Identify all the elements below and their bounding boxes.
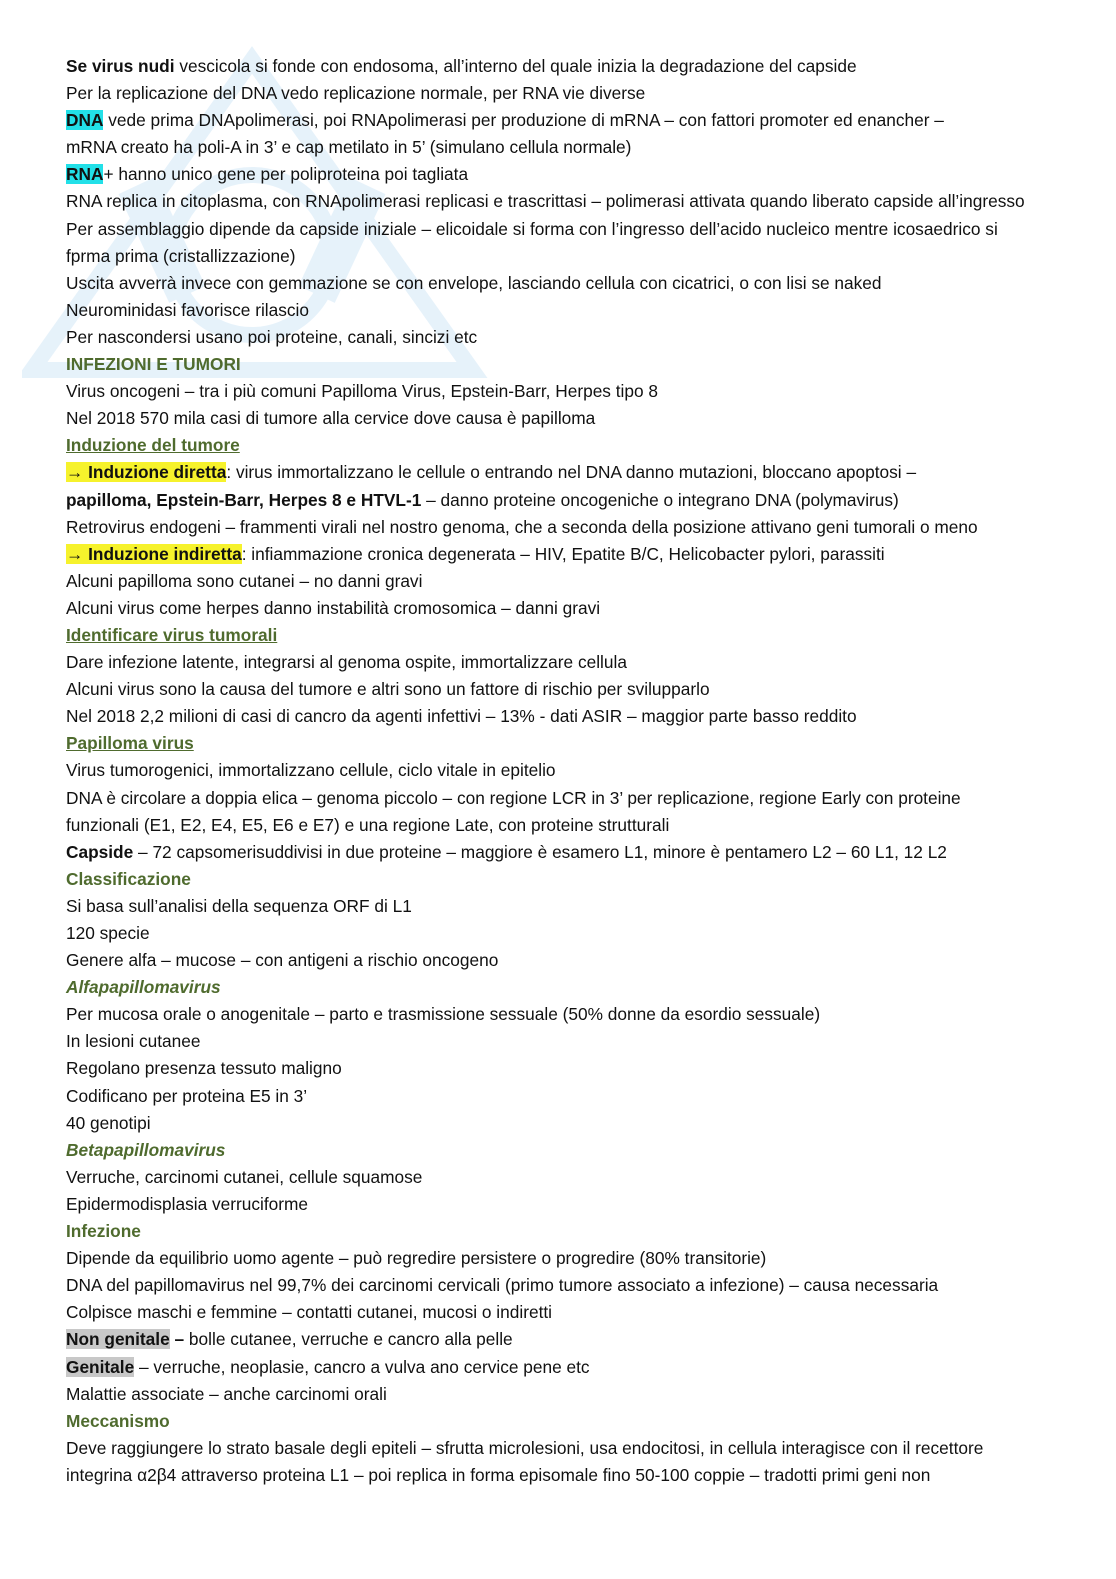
text-line: Malattie associate – anche carcinomi orali [66,1383,387,1404]
bold-term: Se virus nudi [66,56,175,76]
text-line: → Induzione indiretta: infiammazione cronica degenerata – HIV, Epatite B/C, Helicobacter pylori, parassiti [66,543,885,564]
text-line: 120 specie [66,923,150,943]
text-line: Colpisce maschi e femmine – contatti cutanei, mucosi o indiretti [66,1302,553,1323]
highlight-induzione-indiretta: → Induzione indiretta [66,543,242,564]
text-line: DNA del papillomavirus nel 99,7% dei carcinomi cervicali (primo tumore associato a infezione) – causa necessaria [66,1275,939,1296]
text-line: Dare infezione latente, integrarsi al genoma ospite, immortalizzare cellula [66,652,627,673]
section-heading: Meccanismo [66,1410,170,1431]
text-line: Alcuni virus come herpes danno instabilità cromosomica – danni gravi [66,597,601,618]
text-line: Codificano per proteina E5 in 3’ [66,1085,308,1106]
section-heading: Classificazione [66,868,191,889]
text-line: papilloma, Epstein-Barr, Herpes 8 e HTVL-1 – danno proteine oncogeniche o integrano DNA (polymavirus) [66,489,899,510]
section-heading: Infezione [66,1221,141,1242]
text-line: Regolano presenza tessuto maligno [66,1058,342,1079]
highlight-non-genitale: Non genitale [66,1329,170,1350]
text-line: mRNA creato ha poli-A in 3’ e cap metilato in 5’ (simulano cellula normale) [66,137,632,158]
subsection-heading: Induzione del tumore [66,435,240,456]
section-heading: Alfapapillomavirus [66,977,221,998]
text-line: Nel 2018 2,2 milioni di casi di cancro da agenti infettivi – 13% - dati ASIR – maggior parte basso reddito [66,706,857,727]
text-line: integrina α2β4 attraverso proteina L1 – poi replica in forma episomale fino 50-100 coppie – tradotti primi geni non [66,1464,931,1485]
text-line: Non genitale – bolle cutanee, verruche e cancro alla pelle [66,1329,513,1350]
text-line: Virus tumorogenici, immortalizzano cellule, ciclo vitale in epitelio [66,760,556,781]
highlight-rna: RNA [66,164,104,185]
subsection-heading: Papilloma virus [66,733,194,754]
section-heading: INFEZIONI E TUMORI [66,354,241,375]
text-line: RNA replica in citoplasma, con RNApolimerasi replicasi e trascrittasi – polimerasi attivata quando liberato capside all’ingresso [66,191,1025,212]
bold-term: Capside [66,841,134,862]
text-line: Genitale – verruche, neoplasie, cancro a vulva ano cervice pene etc [66,1356,590,1377]
document-body [66,53,1112,1489]
text-line: funzionali (E1, E2, E4, E5, E6 e E7) e una regione Late, con proteine strutturali [66,814,670,835]
text-line: Deve raggiungere lo strato basale degli epiteli – sfrutta microlesioni, usa endocitosi, in cellula interagisce con il recettore [66,1437,984,1458]
text-line: RNA+ hanno unico gene per poliproteina poi tagliata [66,164,469,185]
text-line: Si basa sull’analisi della sequenza ORF di L1 [66,895,412,916]
text-line: Per assemblaggio dipende da capside iniziale – elicoidale si forma con l’ingresso dell’acido nucleico mentre icosaedrico si [66,218,998,239]
highlight-genitale: Genitale [66,1356,135,1377]
text-line: DNA vede prima DNApolimerasi, poi RNApolimerasi per produzione di mRNA – con fattori promoter ed enancher – [66,110,944,131]
text-line: Alcuni virus sono la causa del tumore e altri sono un fattore di rischio per svilupparlo [66,679,710,700]
text-line: Alcuni papilloma sono cutanei – no danni gravi [66,570,423,591]
text-line: Capside – 72 capsomerisuddivisi in due proteine – maggiore è esamero L1, minore è pentamero L2 – 60 L1, 12 L2 [66,841,947,862]
text-line: Virus oncogeni – tra i più comuni Papilloma Virus, Epstein-Barr, Herpes tipo 8 [66,381,659,402]
text-line: Neurominidasi favorisce rilascio [66,299,309,320]
text-line: Retrovirus endogeni – frammenti virali nel nostro genoma, che a seconda della posizione attivano geni tumorali o meno [66,516,978,537]
text-line: Nel 2018 570 mila casi di tumore alla cervice dove causa è papilloma [66,408,596,429]
highlight-dna: DNA [66,110,104,131]
text-line: → Induzione diretta: virus immortalizzano le cellule o entrando nel DNA danno mutazioni, bloccano apoptosi – [66,462,917,483]
text-line: fprma prima (cristallizzazione) [66,245,296,266]
text-line: Se virus nudi vescicola si fonde con endosoma, all’interno del quale inizia la degradazione del capside [66,56,857,76]
text-line: Uscita avverrà invece con gemmazione se con envelope, lasciando cellula con cicatrici, o con lisi se naked [66,272,882,293]
text-line: In lesioni cutanee [66,1031,201,1052]
text-line: 40 genotipi [66,1112,151,1133]
subsection-heading: Identificare virus tumorali [66,624,278,645]
text-line: Per nascondersi usano poi proteine, canali, sincizi etc [66,326,478,347]
text-line: Verruche, carcinomi cutanei, cellule squamose [66,1166,423,1187]
text-line: Dipende da equilibrio uomo agente – può regredire persistere o progredire (80% transitorie) [66,1248,767,1269]
highlight-induzione-diretta: → Induzione diretta [66,462,227,483]
text-line: Per la replicazione del DNA vedo replicazione normale, per RNA vie diverse [66,83,646,104]
text-line: Genere alfa – mucose – con antigeni a rischio oncogeno [66,950,499,971]
bold-term: papilloma, Epstein-Barr, Herpes 8 e HTVL-1 [66,489,422,510]
text-line: Per mucosa orale o anogenitale – parto e trasmissione sessuale (50% donne da esordio sessuale) [66,1004,821,1025]
text-line: Epidermodisplasia verruciforme [66,1193,309,1214]
section-heading: Betapapillomavirus [66,1139,226,1160]
text-line: DNA è circolare a doppia elica – genoma piccolo – con regione LCR in 3’ per replicazione, regione Early con proteine [66,787,961,808]
